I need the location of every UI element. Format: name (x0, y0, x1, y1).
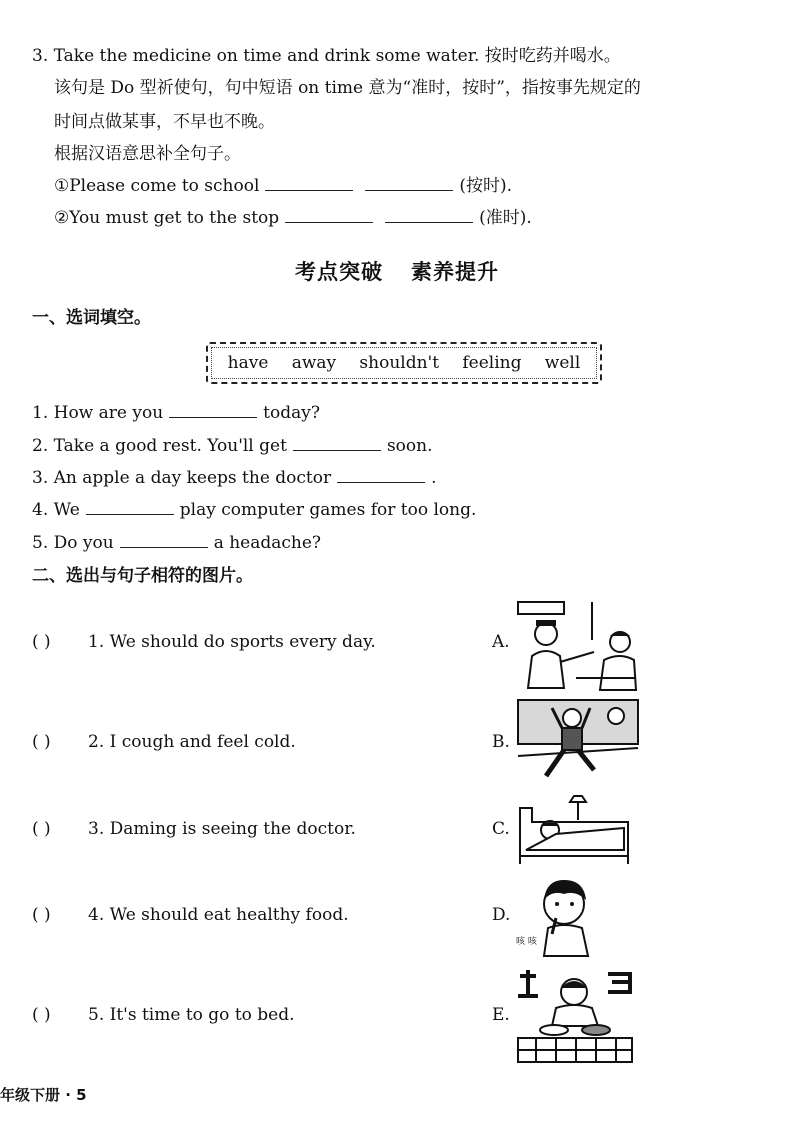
fill-text: 3. An apple a day keeps the doctor (32, 468, 332, 488)
pic-part (608, 708, 624, 724)
pic-part (570, 796, 586, 802)
pic-part (535, 623, 557, 645)
fill-item-2 (32, 434, 432, 458)
intro-line-3: 时间点做某事，不早也不晚。 (54, 112, 275, 132)
pic-part (555, 902, 559, 906)
fill-item-1 (32, 401, 320, 425)
fill-text: play computer games for too long. (179, 500, 477, 520)
exercise-icon (516, 696, 640, 786)
answer-blank[interactable] (365, 176, 453, 191)
cough-label: 咳 咳 (516, 937, 537, 947)
match-row-5 (32, 1005, 295, 1025)
answer-blank[interactable] (385, 208, 473, 223)
fill-item-4 (32, 498, 476, 522)
fill-text: 4. We (32, 500, 80, 520)
fill-text: 5. Do you (32, 533, 114, 553)
pic-part (544, 925, 588, 956)
pic-part (560, 652, 594, 662)
match-sentence: 5. It's time to go to bed. (88, 1005, 295, 1025)
answer-blank[interactable] (169, 403, 257, 418)
pic-part (570, 902, 574, 906)
answer-paren[interactable]: ( ) (32, 732, 51, 752)
title-part-1: 考点突破 (295, 260, 383, 284)
option-letter-c: C. (492, 819, 510, 839)
question-text: ①Please come to school (54, 176, 260, 196)
answer-blank[interactable] (285, 208, 373, 223)
intro-line-1: 3. Take the medicine on time and drink some water. 按时吃药并喝水。 (32, 46, 621, 66)
match-sentence: 2. I cough and feel cold. (88, 732, 296, 752)
word-bank-item: have (227, 353, 269, 373)
intro-line-2: 该句是 Do 型祈使句，句中短语 on time 意为“准时，按时”，指按事先规定的 (54, 78, 641, 98)
fill-item-3 (32, 466, 437, 490)
fill-text: . (431, 468, 437, 488)
answer-blank[interactable] (120, 533, 208, 548)
word-bank-item: well (544, 353, 581, 373)
pic-part (582, 1025, 610, 1035)
page-footer: 年级下册 · 5 (0, 1086, 87, 1104)
word-bank-item: away (291, 353, 337, 373)
answer-paren[interactable]: ( ) (32, 1005, 51, 1025)
question-text: ②You must get to the stop (54, 208, 280, 228)
fill-item-5 (32, 531, 321, 555)
pic-part (600, 656, 636, 690)
match-sentence: 3. Daming is seeing the doctor. (88, 819, 356, 839)
page-title (0, 256, 794, 286)
fill-text: soon. (386, 436, 433, 456)
section-1-title: 一、选词填空。 (32, 308, 151, 328)
doctor-visit-icon (516, 600, 640, 692)
intro-question-2 (54, 206, 532, 230)
fill-text: 1. How are you (32, 403, 164, 423)
word-bank-item: feeling (462, 353, 522, 373)
pic-part (563, 709, 581, 727)
pic-part (536, 620, 556, 626)
option-letter-a: A. (492, 632, 510, 652)
match-row-4 (32, 905, 349, 925)
pic-part (608, 974, 630, 992)
pic-part (562, 728, 582, 750)
eating-food-icon (516, 968, 634, 1064)
answer-blank[interactable] (265, 176, 353, 191)
answer-paren[interactable]: ( ) (32, 819, 51, 839)
option-letter-b: B. (492, 732, 510, 752)
match-row-2 (32, 732, 296, 752)
pic-part (528, 651, 564, 688)
answer-paren[interactable]: ( ) (32, 905, 51, 925)
answer-blank[interactable] (86, 500, 174, 515)
pic-part (552, 1005, 598, 1026)
option-letter-e: E. (492, 1005, 510, 1025)
title-part-2: 素养提升 (411, 260, 499, 284)
question-hint: (准时). (479, 208, 532, 228)
bed-sleep-icon (516, 794, 632, 866)
answer-blank[interactable] (293, 436, 381, 451)
answer-blank[interactable] (337, 468, 425, 483)
intro-line-4: 根据汉语意思补全句子。 (54, 144, 241, 164)
question-hint: (按时). (459, 176, 513, 196)
pic-part (518, 970, 538, 996)
word-bank (206, 342, 602, 384)
word-bank-item: shouldn't (359, 353, 440, 373)
answer-paren[interactable]: ( ) (32, 632, 51, 652)
fill-text: today? (263, 403, 320, 423)
pic-part (518, 602, 564, 614)
intro-question-1 (54, 174, 512, 198)
cough-boy-icon (516, 872, 606, 958)
match-sentence: 1. We should do sports every day. (88, 632, 376, 652)
fill-text: 2. Take a good rest. You'll get (32, 436, 287, 456)
section-2-title: 二、选出与句子相符的图片。 (32, 566, 253, 586)
match-row-3 (32, 819, 356, 839)
option-letter-d: D. (492, 905, 511, 925)
match-sentence: 4. We should eat healthy food. (88, 905, 349, 925)
fill-text: a headache? (213, 533, 322, 553)
pic-part (540, 1025, 568, 1035)
pic-part (610, 631, 630, 636)
match-row-1 (32, 632, 376, 652)
